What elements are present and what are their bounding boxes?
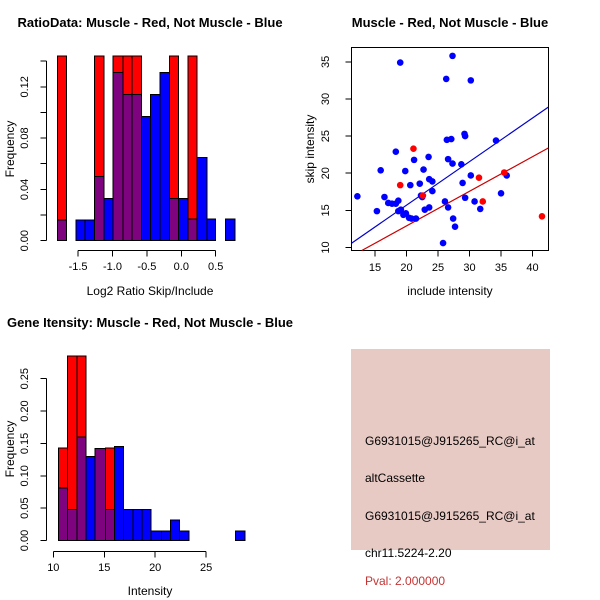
histogram-bar [113, 73, 123, 241]
scatter-point [402, 168, 409, 175]
scatter-point [493, 137, 500, 144]
x-tick-label: 0.5 [208, 261, 224, 273]
x-tick-label: 35 [494, 262, 508, 274]
histogram-bar [123, 94, 132, 240]
scatter-point [420, 192, 427, 199]
x-tick-label: 40 [526, 262, 539, 274]
scatter-ylabel: skip intensity [303, 114, 317, 184]
histogram-bar [150, 94, 160, 240]
scatter-point [397, 59, 404, 66]
scatter-point [377, 167, 384, 174]
scatter-point [413, 215, 420, 222]
histogram-bar [170, 520, 179, 541]
scatter-point [477, 206, 484, 213]
scatter-point [442, 198, 449, 205]
scatter-point [374, 208, 381, 215]
histogram-bar [188, 56, 197, 219]
histogram-bar [77, 356, 86, 437]
x-tick-label: 25 [431, 262, 445, 274]
event-type-text: altCassette [365, 471, 426, 485]
histogram-bar [95, 449, 105, 541]
histogram-bar [132, 94, 142, 240]
scatter-point [449, 160, 456, 167]
y-tick-label: 0.00 [19, 529, 31, 552]
scatter-point [440, 240, 447, 247]
ratio-histogram-xlabel: Log2 Ratio Skip/Include [86, 284, 214, 298]
histogram-bar [141, 116, 150, 240]
scatter-point [429, 188, 436, 195]
histogram-bar [180, 531, 189, 540]
scatter-point [410, 145, 417, 152]
histogram-bar [225, 219, 235, 241]
histogram-bar [58, 488, 67, 540]
histogram-bar [105, 509, 114, 540]
scatter-point [539, 213, 546, 220]
scatter-point [467, 172, 474, 179]
y-tick-label: 0.25 [19, 367, 31, 390]
x-tick-label: 15 [368, 262, 382, 274]
histogram-bar [76, 220, 85, 241]
plot-frame [352, 48, 549, 251]
scatter-point [393, 148, 400, 155]
scatter-point [381, 194, 388, 201]
gene-histogram-ylabel: Frequency [3, 420, 17, 478]
scatter-point [462, 194, 469, 201]
probe-id-repeat-text: G6931015@J915265_RC@i_at [365, 509, 535, 523]
histogram-bar [179, 198, 189, 240]
histogram-bar [160, 73, 170, 241]
histogram-bar [132, 56, 142, 94]
y-tick-label: 10 [320, 241, 332, 254]
histogram-bar [151, 531, 161, 540]
histogram-bar [86, 456, 95, 540]
pval-text: Pval: 2.000000 [365, 574, 446, 588]
scatter-point [426, 204, 433, 211]
panel-intensity-scatter [300, 0, 600, 300]
scatter-point [462, 133, 469, 140]
scatter-point [395, 197, 402, 204]
y-tick-label: 0.15 [19, 432, 31, 455]
ratio-histogram-title: RatioData: Muscle - Red, Not Muscle - Blue [17, 15, 283, 30]
x-tick-label: 20 [400, 262, 413, 274]
histogram-bar [142, 509, 151, 540]
probe-info-box [351, 349, 550, 588]
scatter-point [416, 180, 423, 187]
x-tick-label: -0.5 [137, 261, 157, 273]
scatter-point [448, 136, 455, 143]
histogram-bar [123, 56, 132, 94]
y-tick-label: 0.10 [19, 465, 31, 487]
histogram-bar [57, 56, 66, 220]
probe-id-text: G6931015@J915265_RC@i_at [365, 434, 535, 448]
histogram-bar [95, 177, 105, 241]
y-tick-label: 25 [320, 129, 332, 143]
histogram-bar [114, 447, 123, 541]
scatter-point [425, 154, 432, 161]
scatter-point [498, 190, 505, 197]
scatter-title: Muscle - Red, Not Muscle - Blue [351, 15, 549, 30]
x-tick-label: 30 [463, 262, 476, 274]
y-tick-label: 0.08 [19, 127, 31, 149]
histogram-bar [236, 531, 245, 540]
scatter-point [479, 198, 486, 205]
y-tick-label: 0.20 [19, 400, 31, 422]
gene-histogram-xlabel: Intensity [127, 584, 173, 598]
scatter-point [476, 174, 483, 181]
panel-ratio-histogram [0, 0, 300, 300]
scatter-point [429, 178, 436, 185]
panel-info [300, 300, 600, 600]
histogram-bar [161, 531, 170, 540]
histogram-bar [68, 356, 77, 509]
not-muscle-fit-line [352, 107, 549, 243]
ratio-histogram-ylabel: Frequency [3, 120, 17, 178]
histogram-bar [170, 56, 179, 198]
chromosome-text: chr11.5224-2.20 [365, 546, 452, 560]
histogram-bar [95, 56, 105, 177]
scatter-point [445, 204, 452, 211]
intensity-scatter-plot [300, 0, 600, 300]
histogram-bar [85, 220, 95, 241]
x-tick-label: -1.0 [103, 261, 122, 273]
scatter-point [407, 182, 414, 189]
scatter-point [397, 182, 404, 189]
x-tick-label: 0.0 [173, 261, 189, 273]
panel-gene-histogram [0, 300, 300, 600]
x-tick-label: 10 [47, 562, 60, 574]
scatter-point [467, 77, 474, 84]
scatter-point [459, 180, 466, 187]
scatter-point [443, 76, 450, 83]
scatter-point [501, 169, 508, 176]
y-tick-label: 0.04 [19, 178, 31, 201]
histogram-bar [113, 56, 123, 73]
x-tick-label: 25 [200, 562, 213, 574]
y-tick-label: 15 [320, 204, 332, 217]
y-tick-label: 0.12 [19, 76, 31, 98]
ratio-histogram-plot [0, 0, 300, 300]
scatter-point [411, 157, 418, 164]
x-tick-label: 15 [98, 562, 111, 574]
histogram-bar [68, 509, 77, 540]
y-tick-label: 35 [320, 55, 332, 68]
scatter-point [420, 166, 427, 173]
gene-histogram-plot [0, 300, 300, 600]
y-tick-label: 30 [320, 92, 332, 106]
histogram-bar [133, 509, 142, 540]
histogram-bar [77, 437, 86, 541]
scatter-point [452, 223, 459, 230]
histogram-bar [104, 198, 113, 240]
gene-histogram-title: Gene Itensity: Muscle - Red, Not Muscle - Blue [6, 315, 294, 330]
scatter-point [450, 215, 457, 222]
y-tick-label: 0.00 [19, 229, 31, 252]
histogram-bar [105, 448, 114, 510]
x-tick-label: 20 [149, 562, 162, 574]
histogram-bar [57, 220, 66, 241]
scatter-point [354, 193, 361, 200]
histogram-bar [188, 219, 197, 241]
histogram-bar [58, 448, 67, 488]
x-tick-label: -1.5 [68, 261, 88, 273]
scatter-point [471, 198, 478, 205]
scatter-xlabel: include intensity [407, 284, 493, 298]
scatter-point [449, 53, 456, 60]
scatter-point [458, 161, 465, 168]
histogram-bar [207, 219, 216, 241]
histogram-bar [197, 157, 207, 240]
y-tick-label: 20 [320, 167, 332, 180]
y-tick-label: 0.05 [19, 497, 31, 519]
histogram-bar [124, 509, 133, 540]
histogram-bar [170, 198, 179, 240]
